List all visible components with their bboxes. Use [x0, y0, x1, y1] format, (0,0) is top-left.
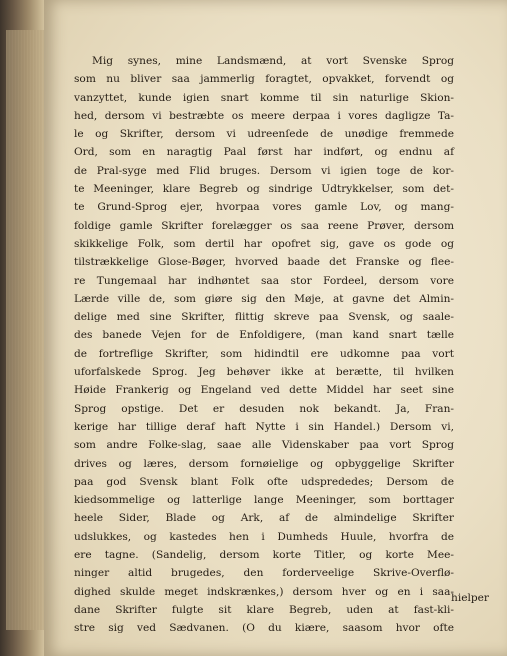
text-line: le og Skrifter, dersom vi udreenſede de unødige fremmede [74, 128, 454, 141]
text-line: hed, dersom vi bestræbte os meere derpaa i vores dagligze Ta- [74, 109, 454, 122]
body-text [74, 52, 454, 638]
text-line: Høide Frankerig og Engeland ved dette Middel har seet sine [74, 384, 454, 397]
text-line: Mig synes, mine Landsmænd, at vort Svenske Sprog [92, 55, 454, 67]
text-line: ninger altid brugedes, den forderveelige Skrive-Overflø- [74, 567, 454, 580]
text-line: Sprog opstige. Det er desuden nok bekandt. Ja, Fran- [74, 402, 454, 415]
text-line: ere tagne. (Sandelig, dersom korte Titler, og korte Mee- [74, 549, 454, 562]
text-line: des banede Vejen for de Enfoldigere, (man kand snart tælle [74, 329, 454, 342]
text-line: dane Skrifter fulgte sit klare Begreb, uden at fast-kli- [74, 603, 454, 616]
text-line: Ord, som en naragtig Paal først har indført, og endnu af [74, 146, 454, 159]
text-line: paa god Svensk blant Folk ofte udsprededes; Dersom de [74, 475, 454, 488]
text-line: vanzyttet, kunde igien snart komme til sin naturlige Skion- [74, 91, 454, 104]
text-line: stre sig ved Sædvanen. (O du kiære, saasom hvor ofte [74, 622, 454, 635]
text-line: Lærde ville de, som giøre sig den Møje, at gavne det Almin- [74, 292, 454, 305]
text-line: udslukkes, og kastedes hen i Dumheds Huule, hvorfra de [74, 530, 454, 543]
text-line: kerige har tillige deraf haft Nytte i sin Handel.) Dersom vi, [74, 420, 454, 433]
text-line: foldige gamle Skrifter forelægger os saa reene Prøver, dersom [74, 219, 454, 232]
text-line: delige med sine Skrifter, flittig skreve paa Svensk, og saale- [74, 311, 454, 324]
text-line: som andre Folke-slag, saae alle Videnskaber paa vort Sprog [74, 439, 454, 452]
text-line: kiedsommelige og latterlige lange Meeninger, som borttager [74, 494, 454, 507]
text-line: drives og læres, dersom fornøielige og opbyggelige Skrifter [74, 457, 454, 470]
text-line: skikkelige Folk, som dertil har opofret sig, gave os gode og [74, 237, 454, 250]
text-line: dighed skulde meget indskrænkes,) dersom hver og en i saa- [74, 585, 454, 598]
text-line: te Grund-Sprog ejer, hvorpaa vores gamle Lov, og mang- [74, 201, 454, 214]
text-line: de Pral-syge med Flid bruges. Dersom vi igien toge de kor- [74, 164, 454, 177]
text-line: de fortreflige Skrifter, som hidindtil ere udkomne paa vort [74, 347, 454, 360]
text-line: heele Sider, Blade og Ark, af de almindelige Skrifter [74, 512, 454, 525]
text-line: re Tungemaal har indhøntet saa stor Fordeel, dersom vore [74, 274, 454, 287]
text-line: som nu bliver saa jammerlig foragtet, opvakket, forvendt og [74, 73, 454, 86]
catchword: hielper [451, 592, 489, 604]
text-line: tilstrækkelige Glose-Bøger, hvorved baade det Franske og flee- [74, 256, 454, 269]
text-line: te Meeninger, klare Begreb og sindrige Udtrykkelser, som det- [74, 183, 454, 196]
text-line: uforfalskede Sprog. Jeg behøver ikke at berætte, til hvilken [74, 366, 454, 379]
page-edges [6, 30, 46, 630]
